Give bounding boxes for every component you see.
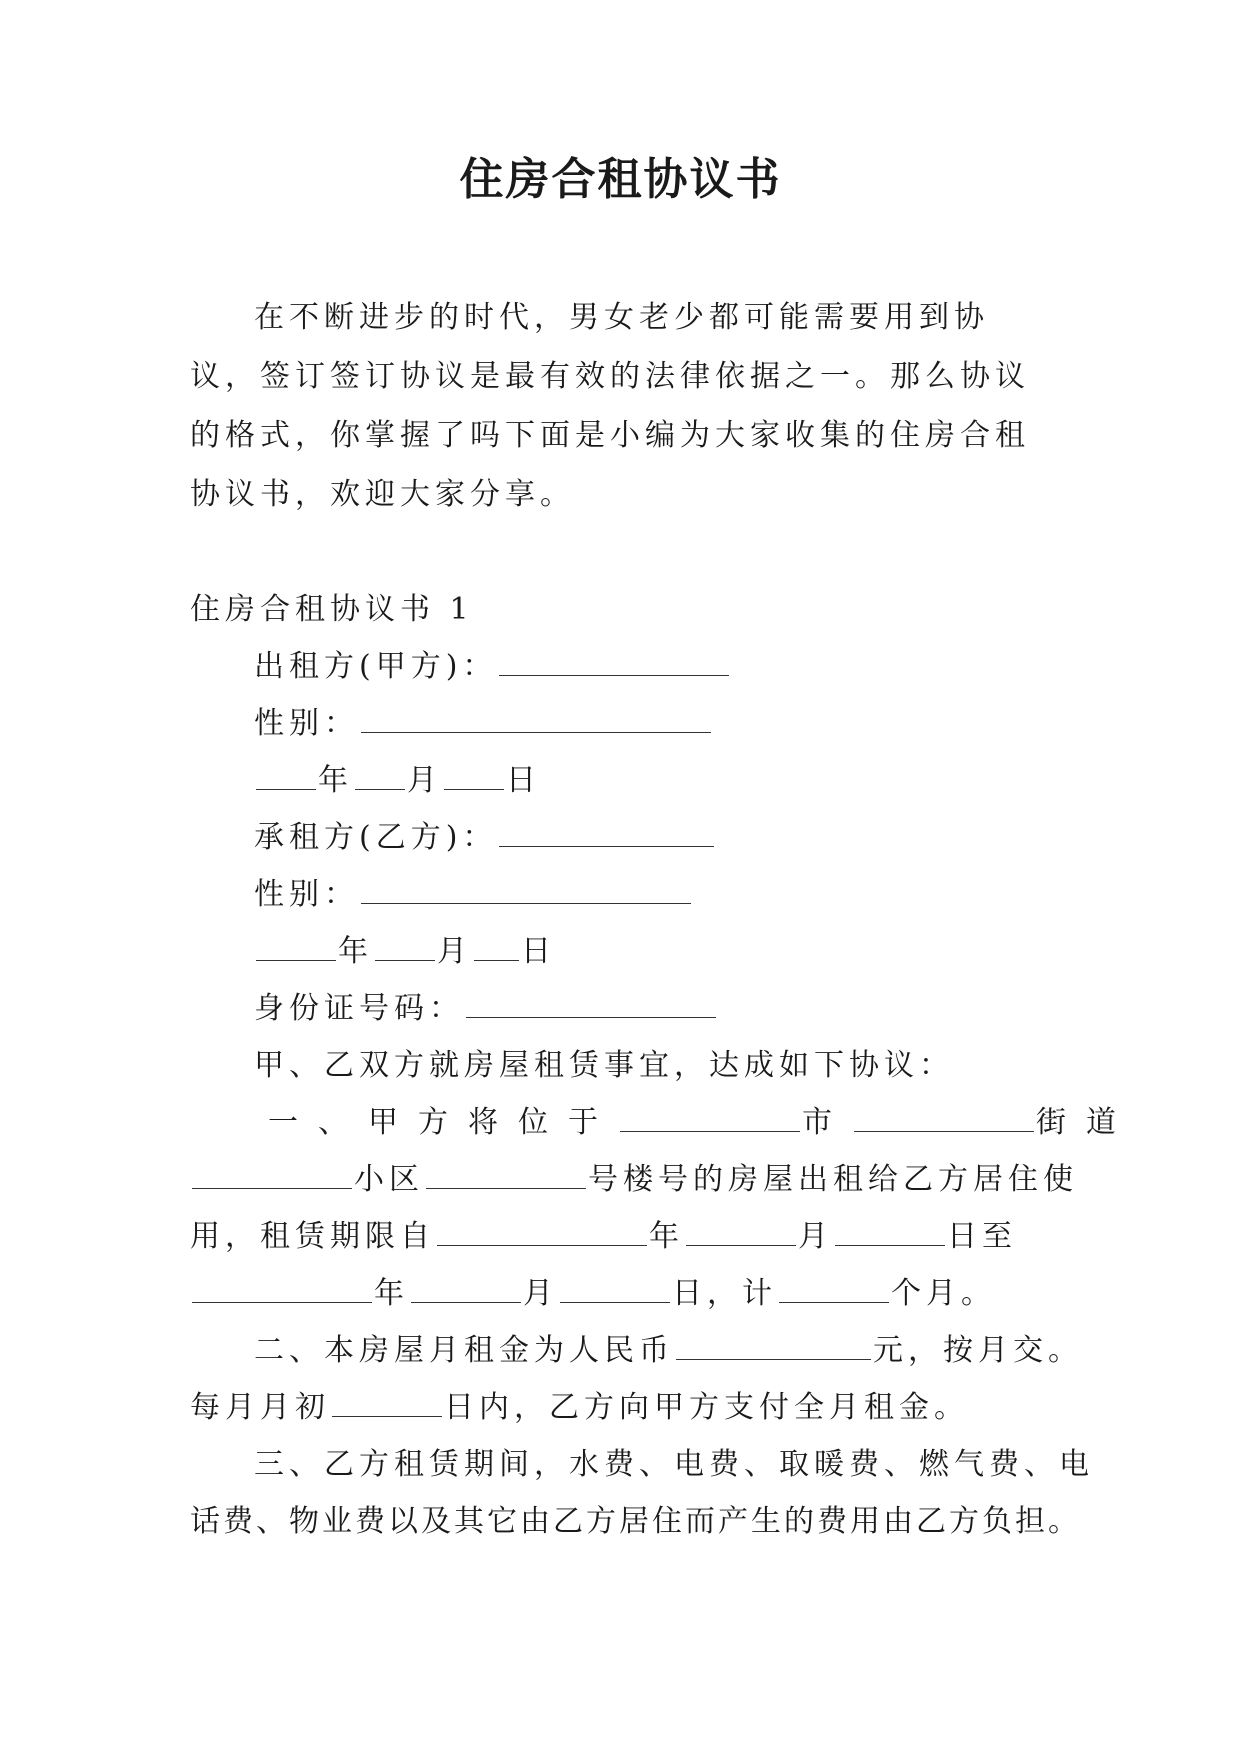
- id-line: [254, 987, 718, 1031]
- day-label: 日: [521, 934, 556, 969]
- clause1-line4: [190, 1272, 996, 1316]
- clause3-line2: 话费、物业费以及其它由乙方居住而产生的费用由乙方负担。: [190, 1504, 1081, 1539]
- months-blank[interactable]: [779, 1276, 889, 1303]
- day-blank[interactable]: [444, 763, 504, 790]
- agreement-intro: 甲、乙双方就房屋租赁事宜，达成如下协议：: [254, 1048, 954, 1083]
- section-title: 住房合租协议书 1: [190, 592, 474, 627]
- year-label: 年: [338, 934, 373, 969]
- month-blank[interactable]: [355, 763, 405, 790]
- clause1-line1: [268, 1101, 1136, 1145]
- clause1-line3: [190, 1215, 1017, 1259]
- rent-blank[interactable]: [676, 1333, 871, 1360]
- document-title: 住房合租协议书: [459, 154, 782, 205]
- city-label: 市: [802, 1105, 852, 1140]
- community-label: 小区: [354, 1162, 424, 1197]
- clause2-text-c: 每月月初: [190, 1390, 330, 1425]
- end-year-blank[interactable]: [192, 1276, 372, 1303]
- clause2-text-d: 日内，乙方向甲方支付全月租金。: [444, 1390, 969, 1425]
- clause2-line2: [190, 1386, 969, 1430]
- end-day-blank[interactable]: [560, 1276, 670, 1303]
- clause1-line2: [190, 1158, 1078, 1202]
- end-month-blank[interactable]: [411, 1276, 521, 1303]
- to-label: 日至: [947, 1219, 1017, 1254]
- lessor-date-line: [254, 759, 541, 803]
- clause2-line1: [254, 1329, 1083, 1373]
- clause2-text-a: 二、本房屋月租金为人民币: [254, 1333, 674, 1368]
- year-label: 年: [649, 1219, 684, 1254]
- id-blank[interactable]: [466, 991, 716, 1018]
- street-blank[interactable]: [192, 1162, 352, 1189]
- clause1-text-d: 日，计: [672, 1276, 777, 1311]
- clause1-text-e: 个月。: [891, 1276, 996, 1311]
- city-blank[interactable]: [854, 1105, 1034, 1132]
- clause2-text-b: 元，按月交。: [873, 1333, 1083, 1368]
- year-blank[interactable]: [256, 934, 336, 961]
- lessee-date-line: [254, 930, 556, 974]
- lessee-gender-blank[interactable]: [361, 877, 691, 904]
- gender-label: 性别：: [254, 877, 359, 912]
- start-year-blank[interactable]: [437, 1219, 647, 1246]
- street-label: 街道: [1036, 1105, 1136, 1140]
- month-blank[interactable]: [375, 934, 435, 961]
- month-label: 月: [437, 934, 472, 969]
- clause1-text-b: 号楼号的房屋出租给乙方居住使: [588, 1162, 1078, 1197]
- lessee-gender-line: [254, 873, 693, 917]
- id-label: 身份证号码：: [254, 991, 464, 1026]
- clause3-line1: 三、乙方租赁期间，水费、电费、取暖费、燃气费、电: [254, 1447, 1094, 1482]
- location-blank[interactable]: [620, 1105, 800, 1132]
- year-blank[interactable]: [256, 763, 316, 790]
- intro-paragraph: 在不断进步的时代，男女老少都可能需要用到协议，签订签订协议是最有效的法律依据之一。那么协议的格式，你掌握了吗下面是小编为大家收集的住房合租协议书，欢迎大家分享。: [190, 300, 1030, 512]
- lessor-gender-line: [254, 702, 713, 746]
- lessee-line: [254, 816, 716, 860]
- lessor-line: [254, 645, 731, 689]
- lessor-label: 出租方(甲方)：: [254, 649, 498, 684]
- month-label: 月: [407, 763, 442, 798]
- payment-day-blank[interactable]: [332, 1390, 442, 1417]
- year-label: 年: [318, 763, 353, 798]
- day-blank[interactable]: [474, 934, 519, 961]
- lessee-label: 承租方(乙方)：: [254, 820, 498, 855]
- year-label: 年: [374, 1276, 409, 1311]
- clause1-text-c: 用，租赁期限自: [190, 1219, 435, 1254]
- gender-label: 性别：: [254, 706, 359, 741]
- month-label: 月: [798, 1219, 833, 1254]
- community-blank[interactable]: [426, 1162, 586, 1189]
- clause1-text-a: 一、甲方将位于: [268, 1105, 618, 1140]
- lessor-gender-blank[interactable]: [361, 706, 711, 733]
- lessor-blank[interactable]: [499, 649, 729, 676]
- start-day-blank[interactable]: [835, 1219, 945, 1246]
- day-label: 日: [506, 763, 541, 798]
- start-month-blank[interactable]: [686, 1219, 796, 1246]
- lessee-blank[interactable]: [499, 820, 714, 847]
- month-label: 月: [523, 1276, 558, 1311]
